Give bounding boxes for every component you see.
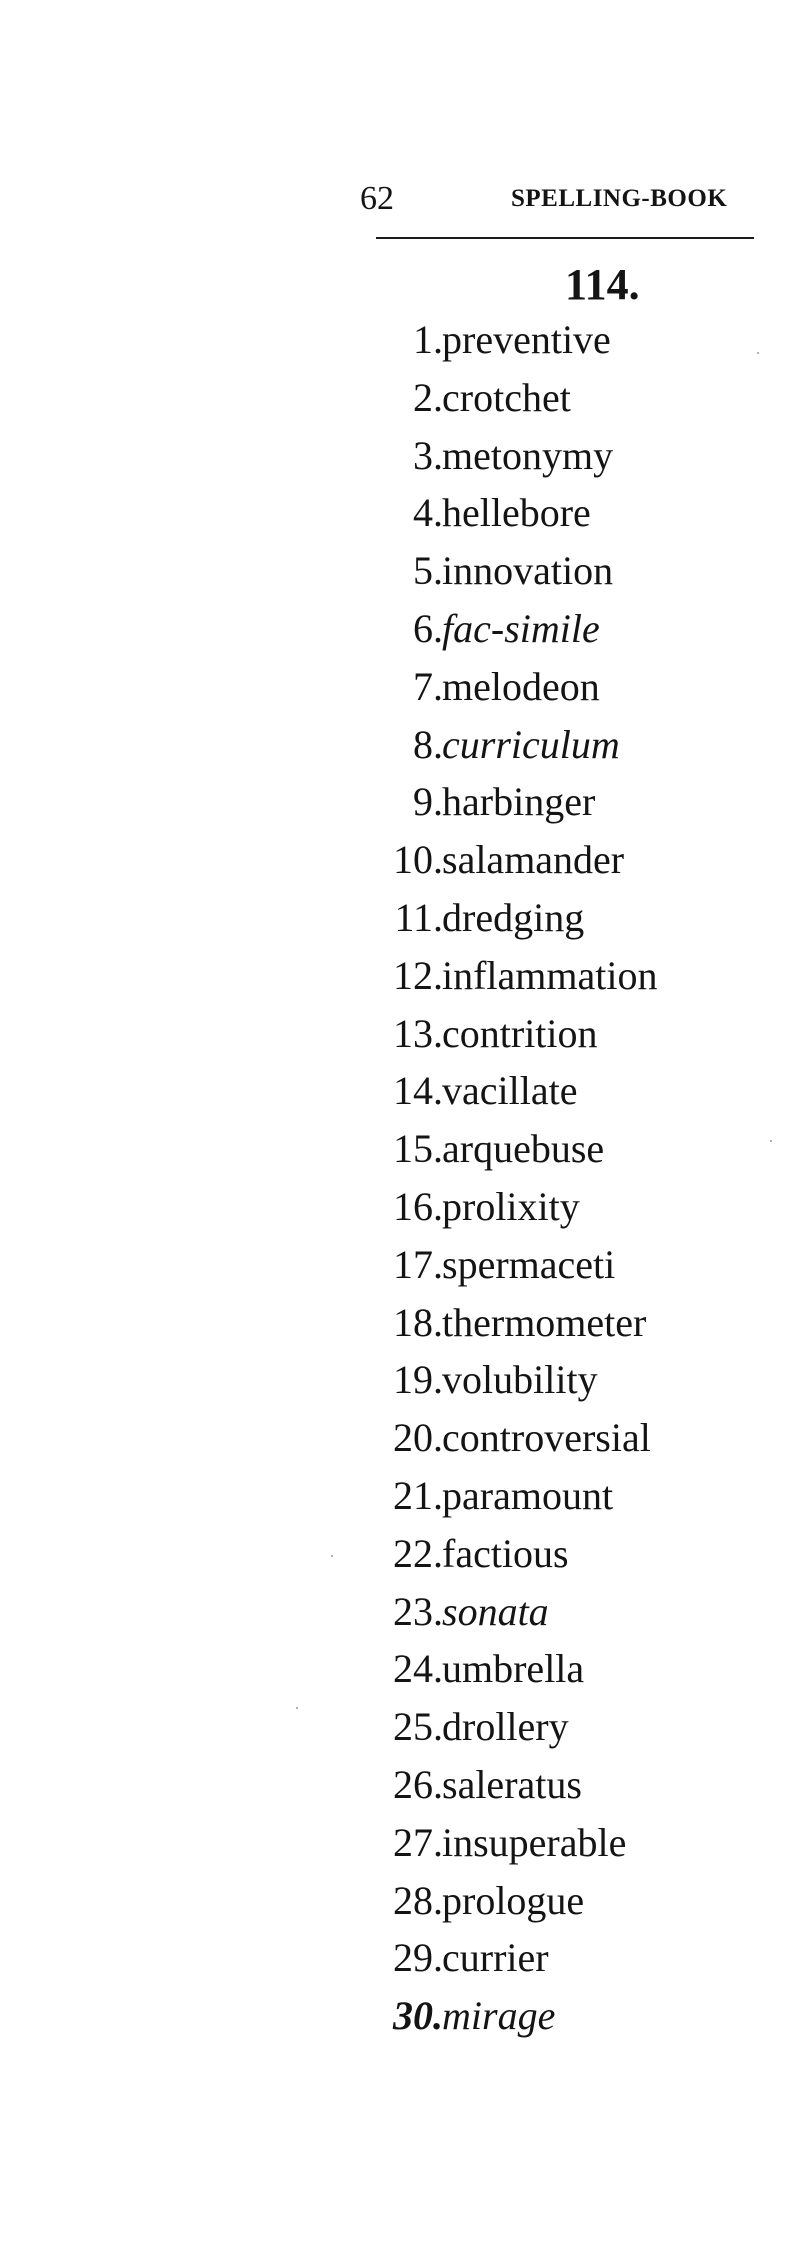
- page-number: 62: [360, 180, 394, 217]
- spelling-word: metonymy: [442, 432, 614, 478]
- word-number: 14.: [393, 1068, 443, 1114]
- word-number: 25.: [393, 1704, 443, 1750]
- word-number: 15.: [393, 1126, 443, 1172]
- word-list-item: [320, 1989, 750, 2047]
- spelling-word: spermaceti: [442, 1241, 616, 1287]
- word-number: 3.: [413, 432, 443, 478]
- word-list-item: [320, 1469, 750, 1527]
- word-number: 20.: [393, 1415, 443, 1461]
- paper-speck: [296, 1707, 298, 1709]
- word-number: 18.: [393, 1299, 443, 1345]
- word-list-item: [320, 486, 750, 544]
- word-number: 29.: [393, 1935, 443, 1981]
- word-list-item: [320, 1931, 750, 1989]
- word-number: 24.: [393, 1646, 443, 1692]
- spelling-word: fac-simile: [442, 605, 600, 651]
- spelling-word: dredging: [442, 894, 585, 940]
- word-number: 27.: [393, 1819, 443, 1865]
- word-list-item: [320, 1122, 750, 1180]
- word-list-item: [320, 1527, 750, 1585]
- spelling-word: mirage: [442, 1993, 556, 2039]
- spelling-word: currier: [442, 1935, 549, 1981]
- spelling-word: insuperable: [442, 1819, 627, 1865]
- spelling-word: prolixity: [442, 1183, 580, 1229]
- word-list-item: [320, 429, 750, 487]
- word-list-item: [320, 1642, 750, 1700]
- word-number: 19.: [393, 1357, 443, 1403]
- word-number: 2.: [413, 374, 443, 420]
- word-list-item: [320, 313, 750, 371]
- word-list-item: [320, 1816, 750, 1874]
- spelling-word: curriculum: [442, 721, 620, 767]
- word-list-item: [320, 891, 750, 949]
- word-list-item: [320, 718, 750, 776]
- word-list-item: [320, 775, 750, 833]
- word-list-item: [320, 1411, 750, 1469]
- spelling-word: controversial: [442, 1415, 651, 1461]
- spelling-word: hellebore: [442, 490, 591, 536]
- spelling-word: arquebuse: [442, 1126, 605, 1172]
- word-list-item: [320, 1296, 750, 1354]
- word-number: 4.: [413, 490, 443, 536]
- word-number: 26.: [393, 1761, 443, 1807]
- word-number: 17.: [393, 1241, 443, 1287]
- paper-speck: [331, 1555, 333, 1557]
- paper-speck: [770, 1140, 772, 1142]
- word-list-item: [320, 833, 750, 891]
- spelling-word: drollery: [442, 1704, 569, 1750]
- word-list-item: [320, 1007, 750, 1065]
- word-list-item: [320, 1585, 750, 1643]
- word-number: 22.: [393, 1530, 443, 1576]
- word-number: 7.: [413, 663, 443, 709]
- spelling-word: paramount: [442, 1472, 614, 1518]
- word-list-item: [320, 1874, 750, 1932]
- word-list-item: [320, 371, 750, 429]
- word-number: 23.: [393, 1588, 443, 1634]
- spelling-word: thermometer: [442, 1299, 647, 1345]
- lesson-number: 114.: [565, 260, 640, 309]
- word-number: 9.: [413, 779, 443, 825]
- word-list-item: [320, 602, 750, 660]
- word-number: 16.: [393, 1183, 443, 1229]
- word-list-item: [320, 1064, 750, 1122]
- word-number: 1.: [413, 317, 443, 362]
- word-list-item: [320, 1180, 750, 1238]
- word-number: 11.: [394, 894, 443, 940]
- word-list-item: [320, 1700, 750, 1758]
- word-number: 12.: [393, 952, 443, 998]
- spelling-word: harbinger: [442, 779, 596, 825]
- running-head: [360, 176, 780, 222]
- word-list-item: [320, 660, 750, 718]
- spelling-word: preventive: [442, 317, 611, 362]
- word-list-item: [320, 544, 750, 602]
- spelling-word: vacillate: [442, 1068, 578, 1114]
- word-number: 8.: [413, 721, 443, 767]
- spelling-word: inflammation: [442, 952, 658, 998]
- word-number: 21.: [393, 1472, 443, 1518]
- spelling-word: salamander: [442, 837, 625, 883]
- word-list-item: [320, 1238, 750, 1296]
- spelling-word: saleratus: [442, 1761, 582, 1807]
- word-list-item: [320, 1758, 750, 1816]
- header-rule: [376, 237, 754, 239]
- running-title: SPELLING-BOOK: [511, 185, 728, 212]
- word-number: 28.: [393, 1877, 443, 1923]
- spelling-word: melodeon: [442, 663, 600, 709]
- spelling-word: prologue: [442, 1877, 585, 1923]
- word-list-item: [320, 949, 750, 1007]
- word-number: 13.: [393, 1010, 443, 1056]
- spelling-word: innovation: [442, 548, 614, 594]
- word-number: 5.: [413, 548, 443, 594]
- word-list-item: [320, 1353, 750, 1411]
- paper-speck: [757, 352, 759, 354]
- spelling-word: factious: [442, 1530, 569, 1576]
- spelling-word: contrition: [442, 1010, 598, 1056]
- spelling-word: sonata: [442, 1588, 549, 1634]
- word-number: 30.: [393, 1993, 443, 2039]
- word-number: 6.: [413, 605, 443, 651]
- word-number: 10.: [393, 837, 443, 883]
- spelling-word: umbrella: [442, 1646, 585, 1692]
- word-list: [320, 313, 750, 2047]
- spelling-word: crotchet: [442, 374, 571, 420]
- spelling-word: volubility: [442, 1357, 598, 1403]
